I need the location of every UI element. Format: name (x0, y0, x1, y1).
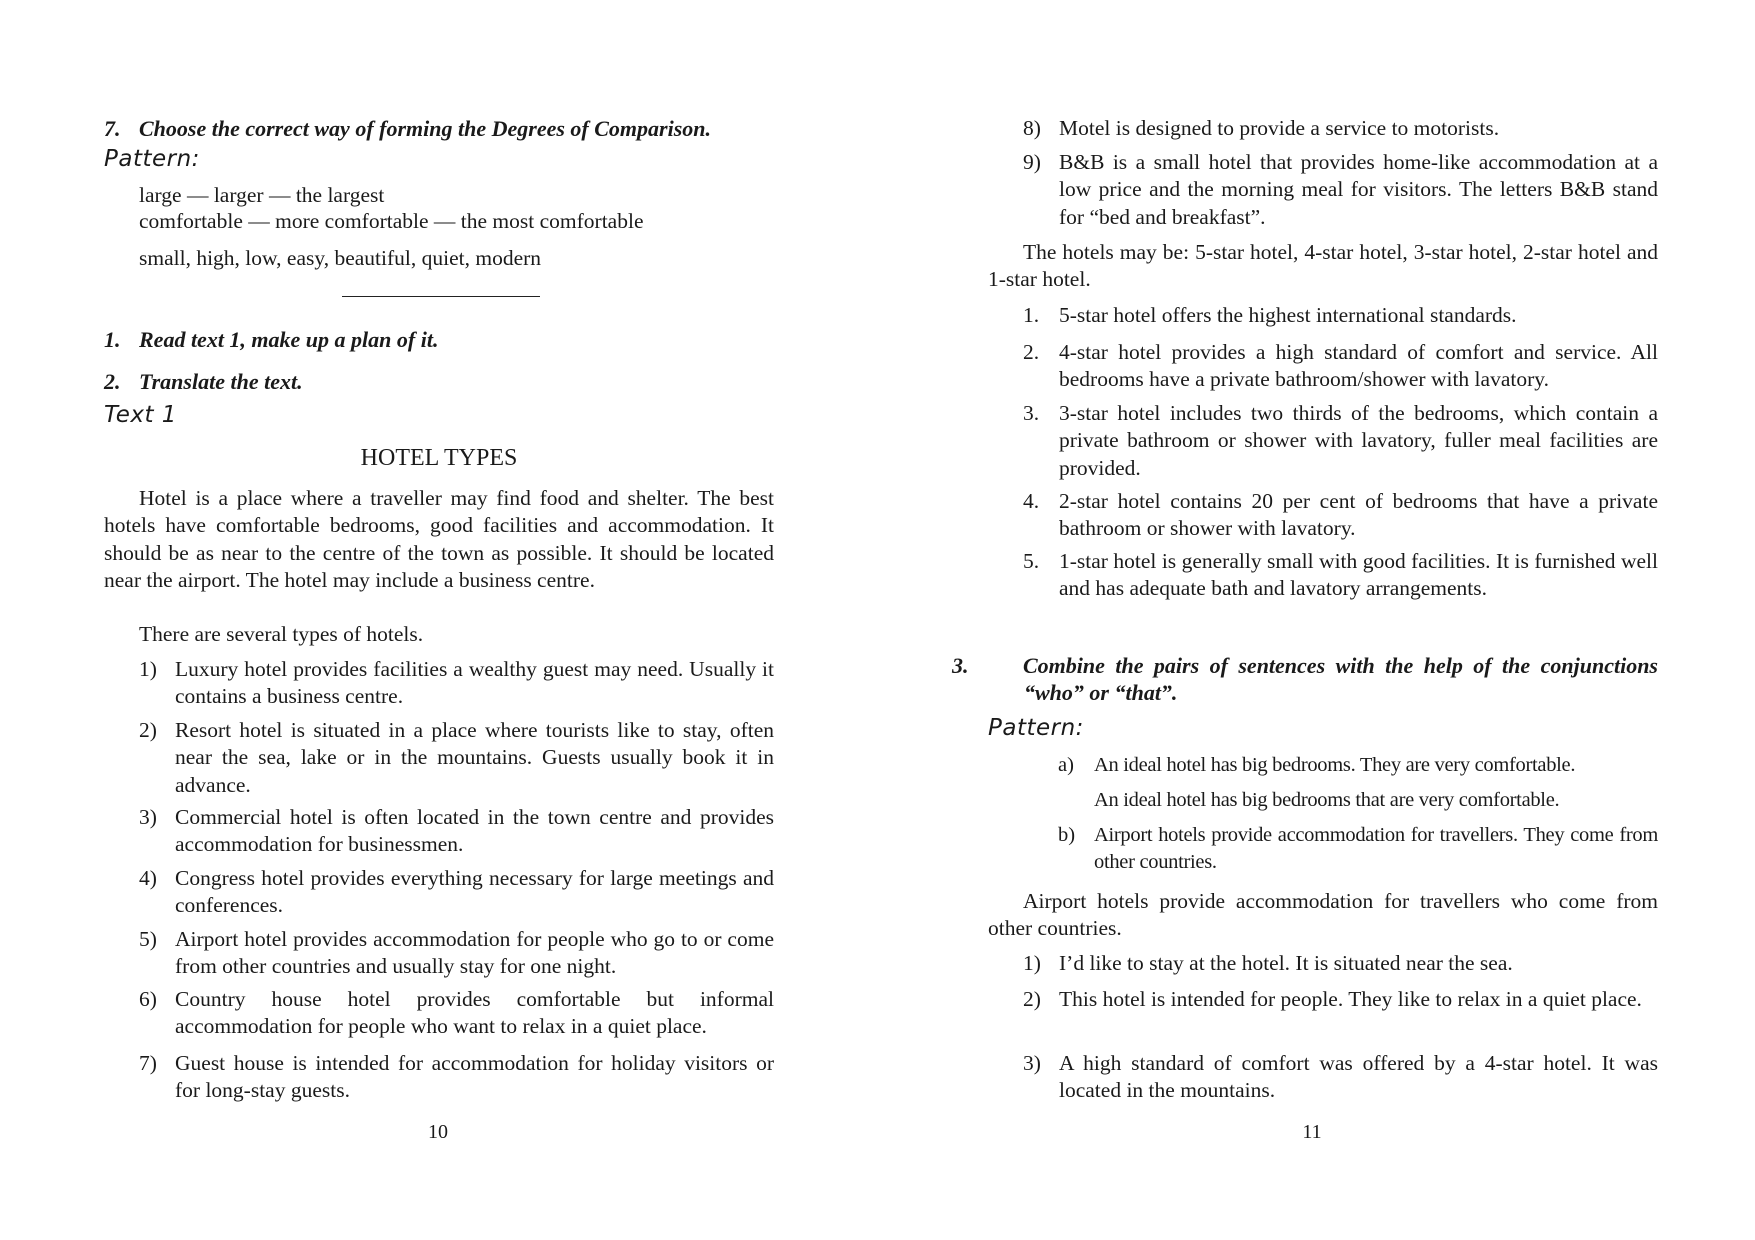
list-marker: 4. (1023, 489, 1040, 513)
list-item (988, 950, 1658, 977)
pattern-label: Pattern: (104, 146, 200, 172)
text-label: Text 1 (104, 402, 177, 428)
list-marker: 4) (139, 866, 157, 890)
task-7-heading (104, 115, 774, 142)
task-3-heading (952, 652, 1658, 706)
list-marker: 2) (1023, 987, 1041, 1011)
list-item (988, 548, 1658, 603)
list-marker: 1) (139, 657, 157, 681)
pattern-line: comfortable — more comfortable — the most comfortable (139, 209, 644, 233)
list-item (988, 115, 1658, 142)
task-number: 2. (104, 369, 121, 394)
intro-text: Hotel is a place where a traveller may find food and shelter. The best hotels have comfortable bedrooms, good facilities and accommodation. It should be as near to the centre of the town as possible. It should be located near the airport. The hotel may include a business centre. (104, 486, 774, 592)
list-item (988, 400, 1658, 482)
list-marker: 3) (139, 805, 157, 829)
task-text: Translate the text. (139, 369, 303, 394)
example-item (1058, 822, 1658, 876)
list-text: Country house hotel provides comfortable but informal accommodation for people who want to relax in a quiet place. (175, 987, 774, 1039)
article-title: HOTEL TYPES (360, 445, 518, 471)
list-item (988, 488, 1658, 543)
pattern-line: large — larger — the largest (139, 183, 385, 207)
example-marker: a) (1058, 754, 1074, 776)
right-page (952, 0, 1658, 1240)
task-number: 7. (104, 116, 121, 141)
page-number: 10 (428, 1121, 448, 1143)
example-marker: b) (1058, 824, 1076, 846)
example-text: Airport hotels provide accommodation for travellers. They come from other countries. (1094, 824, 1658, 873)
types-intro (104, 621, 774, 648)
example-text: An ideal hotel has big bedrooms that are very comfortable. (1094, 789, 1560, 811)
pattern-label: Pattern: (988, 715, 1084, 741)
list-marker: 2) (139, 718, 157, 742)
list-text: Guest house is intended for accommodation for holiday visitors or for long-stay guests. (175, 1051, 774, 1103)
list-text: Luxury hotel provides facilities a wealthy guest may need. Usually it contains a business centre. (175, 657, 774, 709)
section-divider (342, 296, 540, 297)
list-text: Airport hotel provides accommodation for people who go to or come from other countries and usually stay for one night. (175, 927, 774, 979)
list-text: I’d like to stay at the hotel. It is situated near the sea. (1059, 951, 1513, 975)
list-marker: 3) (1023, 1051, 1041, 1075)
example-text: An ideal hotel has big bedrooms. They are very comfortable. (1094, 754, 1576, 776)
list-text: Resort hotel is situated in a place where tourists like to stay, often near the sea, lake or in the mountains. Guests usually book it in advance. (175, 718, 774, 797)
list-text: Congress hotel provides everything necessary for large meetings and conferences. (175, 866, 774, 918)
list-text: 4-star hotel provides a high standard of comfort and service. All bedrooms have a private bathroom/shower with lavatory. (1059, 340, 1658, 392)
list-marker: 1) (1023, 951, 1041, 975)
list-item (104, 926, 774, 981)
task-text: Read text 1, make up a plan of it. (139, 327, 439, 352)
list-text: A high standard of comfort was offered by a 4-star hotel. It was located in the mountains. (1059, 1051, 1658, 1103)
left-page (104, 0, 774, 1240)
example-item (1058, 787, 1658, 814)
list-marker: 3. (1023, 401, 1040, 425)
list-item (104, 717, 774, 799)
stars-intro-text: The hotels may be: 5-star hotel, 4-star hotel, 3-star hotel, 2-star hotel and 1-star hotel. (988, 240, 1658, 292)
list-text: 2-star hotel contains 20 per cent of bedrooms that have a private bathroom or shower with lavatory. (1059, 489, 1658, 541)
task-number: 3. (952, 653, 969, 678)
stars-intro (988, 239, 1658, 294)
list-item (104, 865, 774, 920)
list-text: B&B is a small hotel that provides home-like accommodation at a low price and the morning meal for visitors. The letters B&B stand for “bed and breakfast”. (1059, 150, 1658, 229)
intro-paragraph (104, 485, 774, 594)
list-item (988, 302, 1658, 329)
list-item (104, 656, 774, 711)
task-text: Choose the correct way of forming the Degrees of Comparison. (139, 116, 711, 141)
list-text: This hotel is intended for people. They like to relax in a quiet place. (1059, 987, 1642, 1011)
list-marker: 6) (139, 987, 157, 1011)
list-text: Motel is designed to provide a service to motorists. (1059, 116, 1500, 140)
list-item (104, 1050, 774, 1105)
example-result-text: Airport hotels provide accommodation for travellers who come from other countries. (988, 889, 1658, 941)
task-2-heading (104, 368, 774, 395)
task-text: Combine the pairs of sentences with the help of the conjunctions “who” or “that”. (1023, 653, 1658, 705)
list-item (104, 986, 774, 1041)
example-item (1058, 752, 1658, 779)
list-marker: 7) (139, 1051, 157, 1075)
example-result (988, 888, 1658, 943)
list-marker: 8) (1023, 116, 1041, 140)
list-marker: 5. (1023, 549, 1040, 573)
list-item (988, 149, 1658, 231)
list-marker: 1. (1023, 303, 1040, 327)
list-item (988, 339, 1658, 394)
list-marker: 9) (1023, 150, 1041, 174)
list-text: 5-star hotel offers the highest international standards. (1059, 303, 1517, 327)
list-item (988, 986, 1658, 1013)
list-item (104, 804, 774, 859)
types-intro-text: There are several types of hotels. (139, 622, 424, 646)
task-number: 1. (104, 327, 121, 352)
list-text: Commercial hotel is often located in the town centre and provides accommodation for businessmen. (175, 805, 774, 857)
list-marker: 5) (139, 927, 157, 951)
list-marker: 2. (1023, 340, 1040, 364)
list-text: 3-star hotel includes two thirds of the bedrooms, which contain a private bathroom or shower with lavatory, fuller meal facilities are provided. (1059, 401, 1658, 480)
page-number: 11 (1302, 1121, 1322, 1143)
task-1-heading (104, 326, 774, 353)
list-item (988, 1050, 1658, 1105)
word-list: small, high, low, easy, beautiful, quiet, modern (139, 246, 542, 270)
list-text: 1-star hotel is generally small with good facilities. It is furnished well and has adequate bath and lavatory arrangements. (1059, 549, 1658, 601)
